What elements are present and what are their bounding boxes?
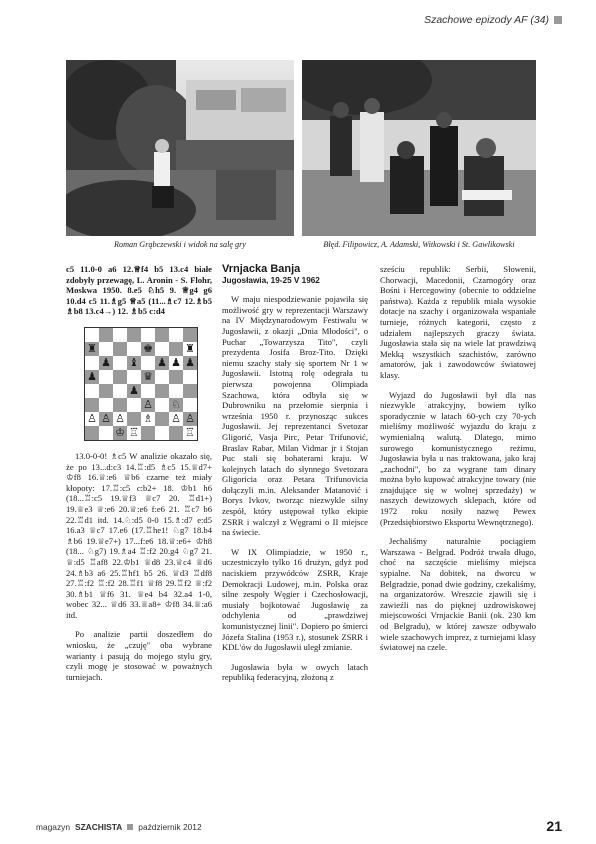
caption-left: Roman Grąbczewski i widok na salę gry [114,240,246,249]
board-square [169,384,183,398]
board-square [155,328,169,342]
board-square [169,426,183,440]
section-subtitle: Jugosławia, 19-25 V 1962 [222,275,320,285]
board-square [85,356,99,370]
board-square [99,398,113,412]
board-square [141,328,155,342]
board-square: ♟ [127,384,141,398]
board-square: ♙ [99,412,113,426]
col3-paragraph-3: Jechaliśmy naturalnie pociągiem Warszawa - Belgrad. Podróż trwała długo, choć na szczęście mieliśmy miejsca sypialne. Na dobitek, na dworcu w Belgradzie, ponad dwie godziny, czekaliśmy, na organizatorów. Wreszcie zjawili się i zawieźli nas do pięknej uzdrowiskowej miejscowości Vrnjackie Banii (ok. 230 km od Belgradu), w której zawsze odbywało wiele szachowych imprez, z turniejami klasy światowej na czele. [380,536,536,653]
closing-paragraph: Po analizie partii doszedłem do wniosku, że „czuję" oba wybrane warianty i pasują do mojego stylu gry, czyli mogę je stosować w poważnych turniejach. [66,629,212,682]
board-square [127,412,141,426]
board-square [85,328,99,342]
board-square: ♙ [141,398,155,412]
column-3 [380,264,536,653]
board-square [183,328,197,342]
board-square: ♜ [85,342,99,356]
board-square [99,342,113,356]
column-1 [66,264,212,682]
board-square: ♘ [169,398,183,412]
board-square [113,342,127,356]
board-square [85,384,99,398]
photo-players [302,60,536,236]
col3-paragraph-2: Wyjazd do Jugosławii był dla nas niezwykle atrakcyjny, bowiem tylko sporadycznie w latach 60-ych czy 70-ych mieliśmy możliwość wyjazdu do kraju z wymienialną walutą. Dlatego, mimo surowego komunistycznego reżimu, Jugosławia była u nas traktowana, jako kraj „zachodni", bo za wygrane tam dinary można było kupować atrakcyjne towary (nie znajdujące się w wolnej sprzedaży) w naszych dewizowych sklepach, które od 1972 roku nosiły nazwę Pewex (Przedsiębiorstwo Eksportu Wewnętrznego). [380,389,536,527]
footer [36,822,202,832]
board-square [99,328,113,342]
board-square: ♙ [169,412,183,426]
board-square: ♟ [99,356,113,370]
board-square [127,342,141,356]
board-square [183,384,197,398]
board-square: ♚ [141,342,155,356]
board-square: ♛ [141,370,155,384]
game-analysis: 13.0-0-0! ♗c5 W analizie okazało się, że po 13...d:c3 14.♖:d5 ♗c5 15.♕d7+ ♔f8 16.♕:e6 ♕b6 czarne też miały kłopoty: 17.♖:c5 c:b2+ 18. ♔b1 h6 (18...♖:c5 19.♕f3 ♕c7 20. ♖d1+) 19.♕e3 ♕:e6 20.♕:e6 f:e6 21. ♖c7 b6 22.♖d1 itd. 14.♘:d5 0-0 15.♗:d7 e:d5 16.a3 ♕c7 17.e6 (17.♖he1! ♘g7 18.b4 ♗b6 19.♕e7+) 17...f:e6 18.♕:e6+ ♔h8 (18... ♘g7) 19.♗a4 ♖:f2 20.g4 ♘g7 21. ♕:d5 ♖af8 22.♔b1 ♕d8 23.♕c4 ♕d6 24.♗b3 a6 25.♖hf1 b5 26. ♕d3 ♖df8 27.♖:f2 ♖:f2 28.♖f1 ♕f8 29.♖f2 ♕:f2 30.♗b1 ♕f6 31. ♕e4 b4 32.a4 1-0, wobec 32... ♕d6 33.♕a8+ ♔f8 34.♕:a6 itd. [66,450,212,620]
board-square: ♟ [155,356,169,370]
board-square: ♙ [113,412,127,426]
board-square [155,370,169,384]
board-square [169,370,183,384]
board-square: ♟ [85,370,99,384]
col3-paragraph-1: sześciu republik: Serbii, Słowenii, Chorwacji, Macedonii, Czarnogóry oraz Bośni i Hercegowiny (obecnie to oddzielne państwa). Każda z republik miała wysokie dotacje na szachy i organizowała wspaniałe turnieje, różnych kategorii, często z udziałem najlepszych graczy świata. Jugosławia stała się na wiele lat prawdziwą Mekką wszystkich szachistów, zarówno amatorów, jak i zawodowców światowej klasy. [380,264,536,380]
footer-square-icon [127,824,133,830]
board-square [169,342,183,356]
board-square [99,384,113,398]
board-square [141,356,155,370]
board-square [113,356,127,370]
board-square [113,384,127,398]
board-square [183,398,197,412]
board-square [155,384,169,398]
col2-paragraph-1: W maju niespodziewanie pojawiła się możliwość gry w reprezentacji Warszawy na IV Międzynarodowym Festiwalu w Jugosławii, z okazji „Dnia Młodości", o Puchar „Towarzysza Tito", czyli prezydenta Josifa Broz-Tito. Dzięki niemu szachy stały się sportem Nr 1 w Jugosławii. Istotną rolę odegrała tu pierwsza powojenna Olimpiada Szachowa, która odbyła się w Dubrowniku na przełomie sierpnia i września 1950 r. przynosząc sukces Jugosławii. Jej reprezentanci Svetozar Gligorić, Vasja Pirc, Petar Trifunović, Braslav Rabar, Milan Vidmar jr i Stojan Puc stali się bohaterami kraju. W kolejnych latach do słynnego Svetozara Gligoricia oraz Petara Trifunovicia dołączyli m.in. Aleksander Matanović i Borys Ivkov, tworząc niezwykle silny zespół, który ustępował tylko ekipie ZSRR i walczył z Węgrami o II miejsce na świecie. [222,294,368,538]
board-square [155,412,169,426]
running-header [424,14,562,26]
board-square: ♟ [183,356,197,370]
board-square [169,328,183,342]
header-square-icon [554,16,562,24]
board-square [113,370,127,384]
board-square [99,370,113,384]
board-square: ♙ [183,412,197,426]
photo-grabczewski [66,60,294,236]
game-moves-intro: c5 11.0-0 a6 12.♕f4 b5 13.c4 białe zdobyły przewagę, L. Aronin - S. Flohr, Moskwa 1950. 8.e5 ♘h5 9. ♕g4 g6 10.d4 c5 11.♗g5 ♕a5 (11...♗c7 12.♗b5 ♗b8 13.c4→) 12. ♗b5 c:d4 [66,264,212,317]
board-square [113,398,127,412]
page-number: 21 [546,818,562,834]
board-square [155,398,169,412]
col2-paragraph-3: Jugosławia była w owych latach republiką federacyjną, złożoną z [222,661,368,683]
section-title: Vrnjacka Banja [222,263,301,275]
series-title: Szachowe epizody AF (34) [424,14,549,26]
board-square: ♖ [127,426,141,440]
footer-date: październik 2012 [138,822,202,832]
board-square: ♟ [169,356,183,370]
board-square: ♔ [113,426,127,440]
board-square: ♜ [183,342,197,356]
board-square [155,342,169,356]
board-square [113,328,127,342]
col2-paragraph-2: W IX Olimpiadzie, w 1950 r., uczestniczyło tylko 16 drużyn, gdyż pod naciskiem przywódców ZSRR, Kraje Demokracji Ludowej, m.in. Polska oraz silne zespoły Węgier i Czechosłowacji, musiały bojkotować Jugosławię za odchylenia od „prawdziwej komunistycznej linii". Dopiero po śmierci Józefa Stalina (1953 r.), stosunek ZSRR i KDL'ów do Jugosławii uległ zmianie. [222,546,368,653]
board-square [183,370,197,384]
board-square [99,426,113,440]
chess-diagram [84,327,198,441]
board-square: ♖ [183,426,197,440]
board-square: ♙ [85,412,99,426]
board-square [155,426,169,440]
footer-magazine: magazyn [36,822,70,832]
column-2 [222,264,368,683]
board-square [141,384,155,398]
board-square: ♗ [141,412,155,426]
board-square: ♝ [127,356,141,370]
caption-right: Błęd. Filipowicz, A. Adamski, Witkowski i St. Gawlikowski [323,240,515,249]
footer-brand: SZACHISTA [74,822,123,832]
board-square [127,370,141,384]
board-square [127,398,141,412]
board-square [85,398,99,412]
board-square [141,426,155,440]
board-square [85,426,99,440]
board-square [127,328,141,342]
